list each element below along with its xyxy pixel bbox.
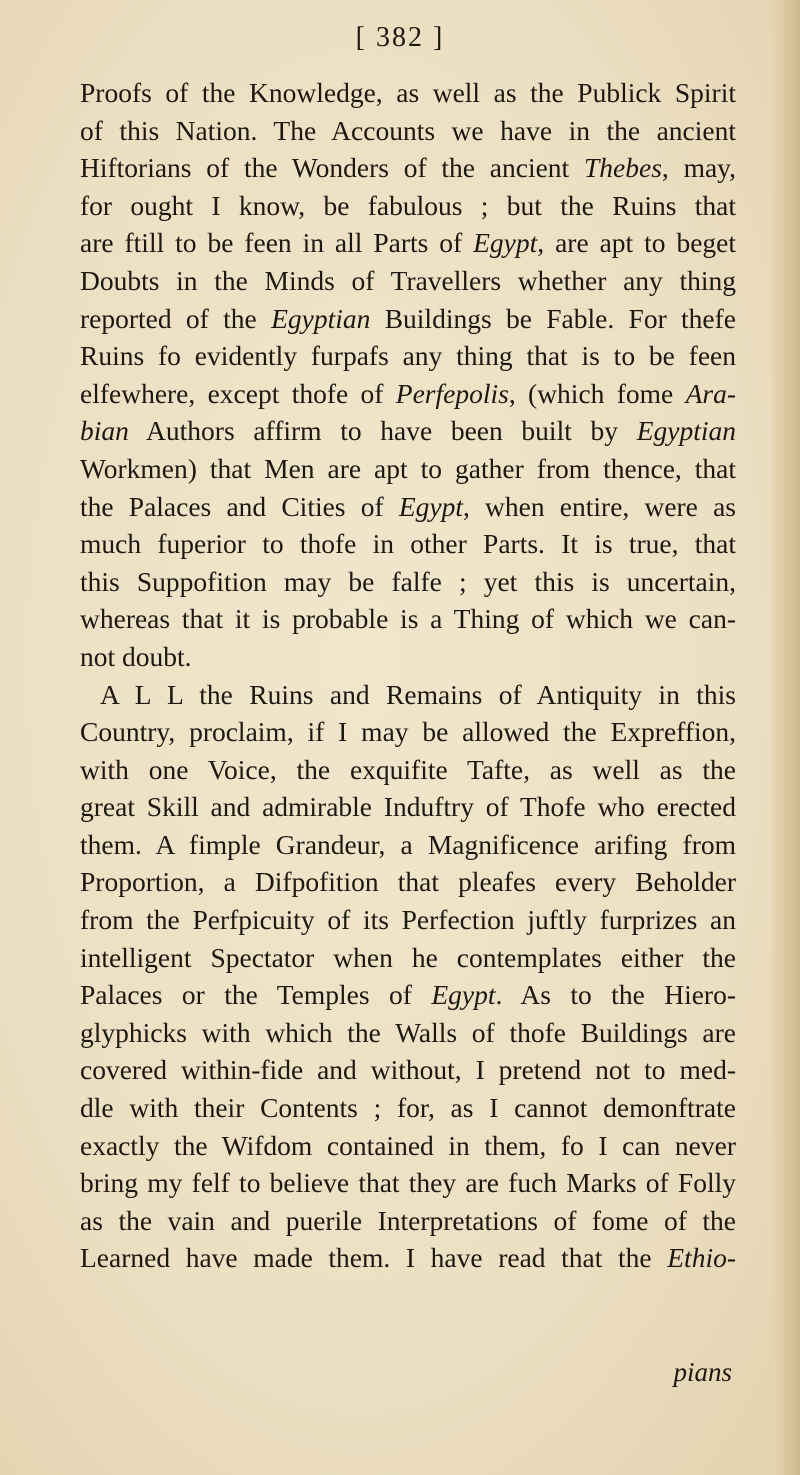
text-line (80, 224, 736, 262)
text-segment: from the Perfpicuity of its Perfection juftly furprizes an (80, 904, 736, 936)
text-segment: , when entire, were as (462, 490, 736, 522)
text-line (80, 1239, 736, 1277)
text-line (80, 863, 736, 901)
text-line (80, 149, 736, 187)
text-segment: . As to the Hiero- (495, 979, 736, 1011)
text-segment: dle with their Contents ; for, as I cannot demonftrate (80, 1092, 736, 1124)
text-line (80, 525, 736, 563)
text-line (80, 751, 736, 789)
text-segment: exactly the Wifdom contained in them, fo I can never (80, 1129, 736, 1161)
text-line (80, 788, 736, 826)
italic-text: Egypt (398, 490, 463, 522)
text-line (80, 337, 736, 375)
text-segment: this Suppofition may be falfe ; yet this is uncertain, (80, 565, 736, 597)
text-segment: A L L the Ruins and Remains of Antiquity in this (100, 678, 736, 710)
text-line (80, 1089, 736, 1127)
text-line (80, 826, 736, 864)
text-segment: whereas that it is probable is a Thing of which we can- (80, 603, 736, 635)
italic-text: Perfepolis (395, 377, 509, 409)
text-line (80, 1127, 736, 1165)
text-segment: them. A fimple Grandeur, a Magnificence arifing from (80, 828, 736, 860)
text-segment: reported of the (80, 302, 272, 334)
text-line (80, 976, 736, 1014)
text-segment: Ruins fo evidently furpafs any thing that is to be feen (80, 340, 736, 372)
text-segment: Palaces or the Temples of (80, 979, 432, 1011)
text-line (80, 375, 736, 413)
text-segment: elfewhere, except thofe of (80, 377, 396, 409)
italic-text: Ara- (685, 377, 736, 409)
text-segment: , may, (661, 152, 737, 184)
text-line (80, 488, 736, 526)
text-segment: the Palaces and Cities of (80, 490, 399, 522)
page-edge (772, 0, 800, 1475)
text-segment: , are apt to beget (537, 227, 736, 259)
text-line (80, 450, 736, 488)
text-segment: not doubt. (80, 640, 192, 672)
text-segment: glyphicks with which the Walls of thofe Buildings are (80, 1016, 736, 1048)
text-line (80, 300, 736, 338)
italic-text: Egyptian (271, 302, 371, 334)
text-line (80, 1202, 736, 1240)
text-segment: for ought I know, be fabulous ; but the Ruins that (80, 189, 736, 221)
italic-text: Egypt (473, 227, 538, 259)
text-segment: Proportion, a Difpofition that pleafes every Beholder (80, 866, 736, 898)
text-segment: Hiftorians of the Wonders of the ancient (80, 152, 584, 184)
text-segment: Buildings be Fable. For thefe (370, 302, 737, 334)
text-line (80, 676, 736, 714)
text-line (80, 1051, 736, 1089)
text-segment: intelligent Spectator when he contemplates either the (80, 941, 736, 973)
text-segment: of this Nation. The Accounts we have in the ancient (80, 114, 736, 146)
italic-text: Egypt (431, 979, 496, 1011)
text-line (80, 713, 736, 751)
text-segment: Doubts in the Minds of Travellers whether any thing (80, 264, 736, 296)
text-line (80, 262, 736, 300)
body-text (80, 74, 736, 1277)
text-line (80, 638, 736, 676)
text-segment: Learned have made them. I have read that the (80, 1242, 668, 1274)
text-line (80, 112, 736, 150)
text-line (80, 1014, 736, 1052)
text-segment: are ftill to be feen in all Parts of (80, 227, 474, 259)
text-segment: Workmen) that Men are apt to gather from thence, that (80, 452, 736, 484)
text-segment: covered within-fide and without, I pretend not to med- (80, 1054, 736, 1086)
text-segment: great Skill and admirable Induftry of Thofe who erected (80, 791, 736, 823)
italic-text: bian (80, 415, 129, 447)
text-line (80, 600, 736, 638)
text-line (80, 901, 736, 939)
text-segment: , (which fome (508, 377, 686, 409)
catchword: pians (673, 1357, 732, 1387)
italic-text: Egyptian (636, 415, 736, 447)
page-number: [ 382 ] (355, 22, 445, 53)
text-line (80, 563, 736, 601)
italic-text: Thebes (583, 152, 662, 184)
text-segment: with one Voice, the exquifite Tafte, as well as the (80, 753, 736, 785)
text-segment: much fuperior to thofe in other Parts. It is true, that (80, 528, 736, 560)
text-line (80, 1164, 736, 1202)
text-segment: bring my felf to believe that they are fuch Marks of Folly (80, 1167, 736, 1199)
italic-text: Ethio- (667, 1242, 736, 1274)
text-line (80, 74, 736, 112)
text-segment: as the vain and puerile Interpretations of fome of the (80, 1204, 736, 1236)
text-segment: Proofs of the Knowledge, as well as the Publick Spirit (80, 77, 736, 108)
text-segment: Authors affirm to have been built by (128, 415, 637, 447)
text-line (80, 412, 736, 450)
text-segment: Country, proclaim, if I may be allowed the Expreffion, (80, 716, 736, 748)
text-line (80, 939, 736, 977)
text-line (80, 187, 736, 225)
